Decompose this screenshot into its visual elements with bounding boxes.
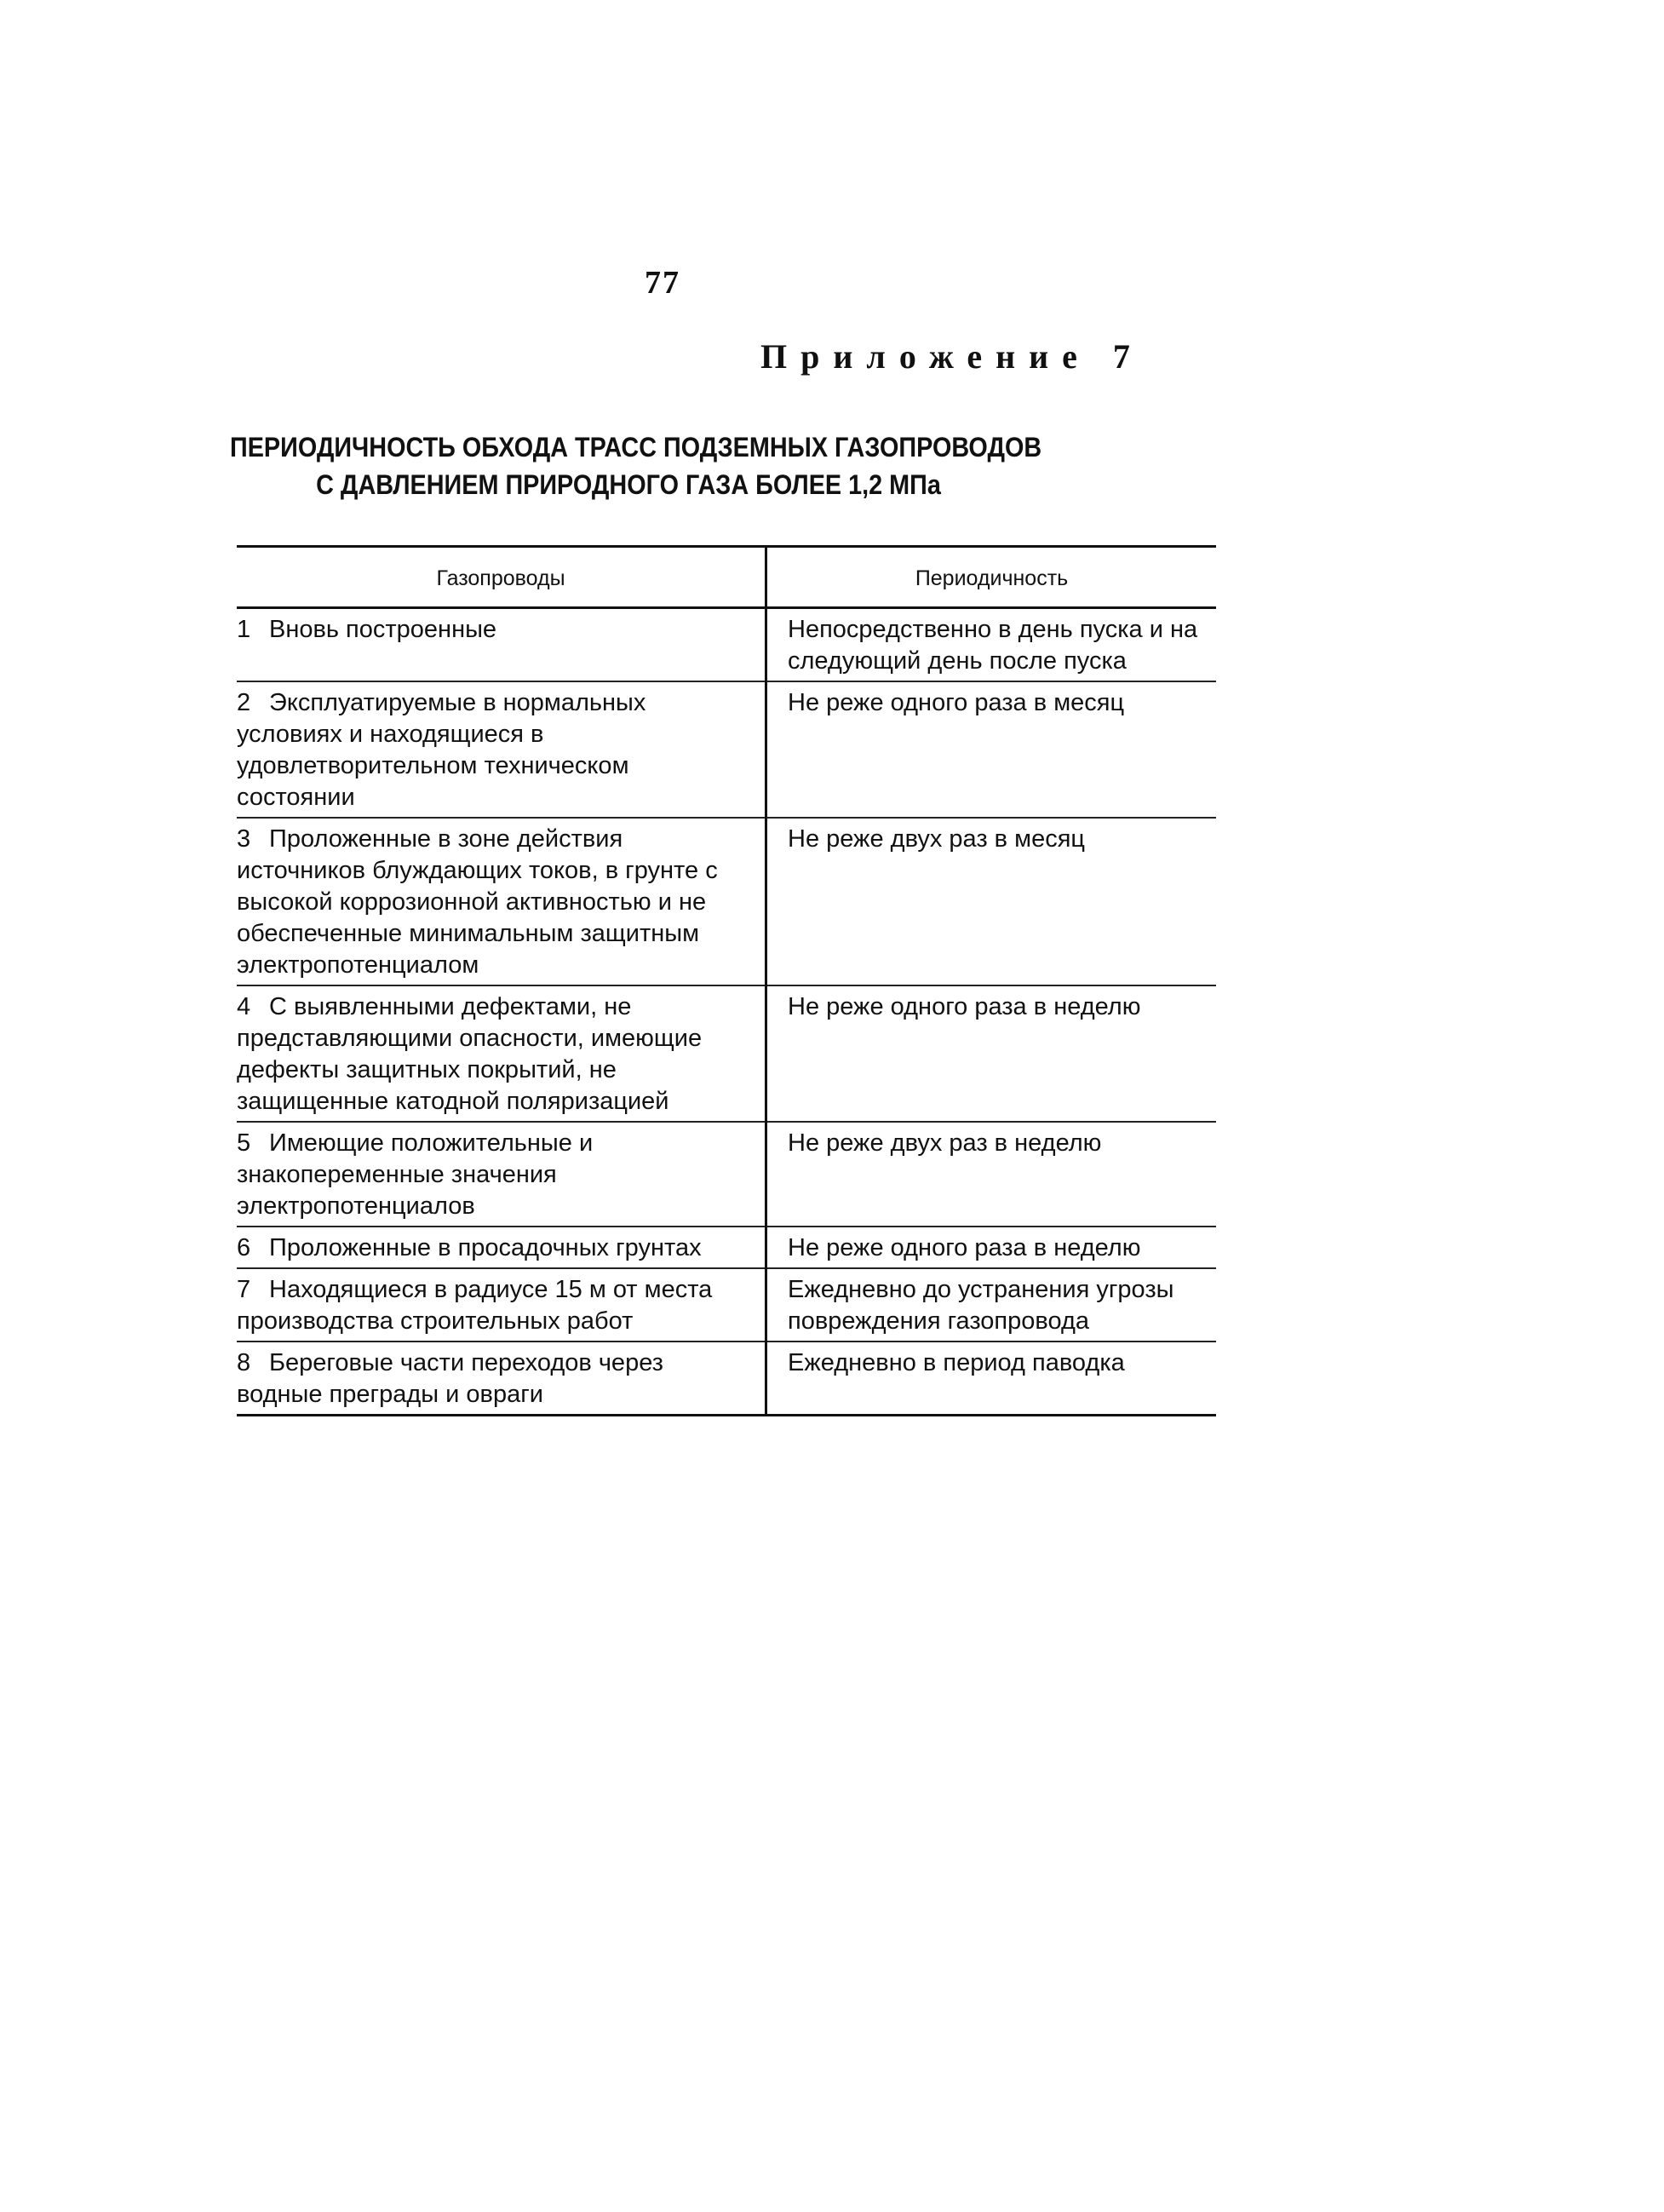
row-number: 4	[237, 993, 251, 1020]
pipelines-cell	[237, 681, 766, 818]
pipelines-text: Береговые части переходов через водные преграды и овраги	[237, 1349, 663, 1408]
pipelines-text: Вновь построенные	[269, 616, 497, 643]
row-number: 7	[237, 1276, 251, 1303]
pipelines-cell	[237, 1122, 766, 1227]
table-row	[237, 608, 1216, 682]
periodicity-cell: Не реже одного раза в неделю	[766, 1227, 1217, 1268]
pipelines-text: Находящиеся в радиусе 15 м от места производства строительных работ	[237, 1276, 713, 1335]
row-number: 3	[237, 825, 251, 853]
pipelines-text: Проложенные в зоне действия источников блуждающих токов, в грунте с высокой коррозионной активностью и не обеспеченные минимальным защитным электропотенциалом	[237, 825, 718, 979]
periodicity-cell: Ежедневно до устранения угрозы повреждения газопровода	[766, 1268, 1217, 1342]
table-row	[237, 818, 1216, 985]
table-row	[237, 1122, 1216, 1227]
pipelines-cell	[237, 818, 766, 985]
row-number: 8	[237, 1349, 251, 1376]
table-row	[237, 1342, 1216, 1416]
row-number: 5	[237, 1129, 251, 1157]
pipelines-text: Проложенные в просадочных грунтах	[269, 1234, 702, 1261]
document-title	[230, 428, 1042, 503]
table-row	[237, 1268, 1216, 1342]
table-row	[237, 1227, 1216, 1268]
pipelines-cell	[237, 1268, 766, 1342]
pipelines-cell	[237, 985, 766, 1122]
title-line-1: ПЕРИОДИЧНОСТЬ ОБХОДА ТРАСС ПОДЗЕМНЫХ ГАЗОПРОВОДОВ	[230, 432, 1042, 463]
appendix-label: Приложение 7	[760, 337, 1144, 376]
title-line-2: С ДАВЛЕНИЕМ ПРИРОДНОГО ГАЗА БОЛЕЕ 1,2 МПа	[316, 469, 941, 500]
pipelines-cell	[237, 608, 766, 682]
page-number: 77	[645, 265, 680, 301]
periodicity-cell: Не реже двух раз в месяц	[766, 818, 1217, 985]
inspection-schedule-table	[237, 545, 1216, 1416]
periodicity-cell: Не реже двух раз в неделю	[766, 1122, 1217, 1227]
table-row	[237, 681, 1216, 818]
table-header-row	[237, 547, 1216, 608]
periodicity-cell: Не реже одного раза в неделю	[766, 985, 1217, 1122]
header-periodicity: Периодичность	[766, 547, 1217, 608]
pipelines-cell	[237, 1227, 766, 1268]
pipelines-cell	[237, 1342, 766, 1416]
periodicity-cell: Непосредственно в день пуска и на следующий день после пуска	[766, 608, 1217, 682]
pipelines-text: Имеющие положительные и знакопеременные значения электропотенциалов	[237, 1129, 594, 1220]
pipelines-text: С выявленными дефектами, не представляющими опасности, имеющие дефекты защитных покрытий, не защищенные катодной поляризацией	[237, 993, 703, 1115]
row-number: 6	[237, 1234, 251, 1261]
row-number: 1	[237, 616, 251, 643]
pipelines-text: Эксплуатируемые в нормальных условиях и находящиеся в удовлетворительном техническом состоянии	[237, 689, 646, 811]
periodicity-cell: Ежедневно в период паводка	[766, 1342, 1217, 1416]
header-pipelines: Газопроводы	[237, 547, 766, 608]
table-row	[237, 985, 1216, 1122]
periodicity-cell: Не реже одного раза в месяц	[766, 681, 1217, 818]
row-number: 2	[237, 689, 251, 716]
